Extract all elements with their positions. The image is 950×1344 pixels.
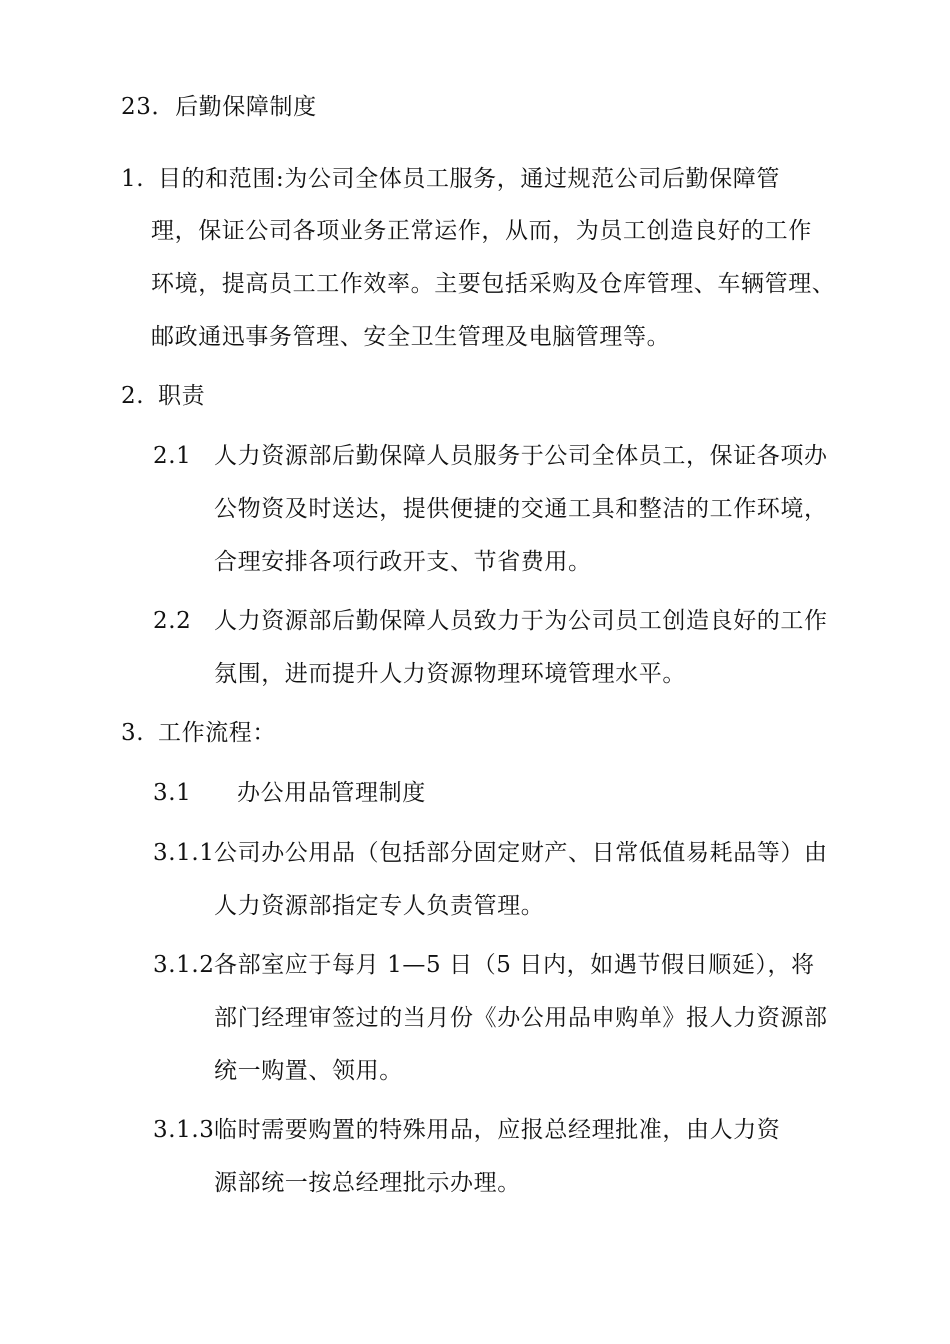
section-3-1-2-line-3: 统一购置、领用。 <box>214 1058 403 1084</box>
section-2-number: 2. <box>121 383 145 409</box>
section-3-1-3-line-2: 源部统一按总经理批示办理。 <box>214 1170 521 1196</box>
section-2-2-line-2: 氛围，进而提升人力资源物理环境管理水平。 <box>214 661 686 687</box>
section-3-number: 3. <box>121 720 145 746</box>
section-3-1-number: 3.1 <box>153 780 192 806</box>
section-3-1-3-line-1: 临时需要购置的特殊用品，应报总经理批准，由人力资 <box>214 1117 781 1143</box>
section-3-1-2-line-2: 部门经理审签过的当月份《办公用品申购单》报人力资源部 <box>214 1005 828 1031</box>
section-1-line-3: 环境，提高员工工作效率。主要包括采购及仓库管理、车辆管理、 <box>151 271 836 297</box>
section-1-number: 1. <box>121 166 145 192</box>
section-2-2-number: 2.2 <box>153 608 192 634</box>
document-title: 23．后勤保障制度 <box>121 94 317 120</box>
section-1-line-2: 理，保证公司各项业务正常运作，从而，为员工创造良好的工作 <box>151 218 812 244</box>
section-2-2-line-1: 人力资源部后勤保障人员致力于为公司员工创造良好的工作 <box>214 608 828 634</box>
section-3-1-1-number: 3.1.1 <box>153 840 215 866</box>
section-2-1-line-2: 公物资及时送达，提供便捷的交通工具和整洁的工作环境， <box>214 496 828 522</box>
section-3-1-heading: 办公用品管理制度 <box>237 780 426 806</box>
section-3-1-3-number: 3.1.3 <box>153 1117 215 1143</box>
section-1-line-1: 目的和范围:为公司全体员工服务，通过规范公司后勤保障管 <box>158 166 780 192</box>
section-3-heading: 工作流程： <box>158 720 276 746</box>
section-3-1-1-line-2: 人力资源部指定专人负责管理。 <box>214 893 545 919</box>
section-2-1-number: 2.1 <box>153 443 192 469</box>
section-1-line-4: 邮政通迅事务管理、安全卫生管理及电脑管理等。 <box>151 324 671 350</box>
section-3-1-2-line-1: 各部室应于每月 1—5 日（5 日内，如遇节假日顺延），将 <box>214 952 815 978</box>
section-3-1-1-line-1: 公司办公用品（包括部分固定财产、日常低值易耗品等）由 <box>214 840 828 866</box>
section-3-1-2-number: 3.1.2 <box>153 952 215 978</box>
section-2-1-line-3: 合理安排各项行政开支、节省费用。 <box>214 549 592 575</box>
section-2-1-line-1: 人力资源部后勤保障人员服务于公司全体员工，保证各项办 <box>214 443 828 469</box>
section-2-heading: 职责 <box>158 383 206 409</box>
